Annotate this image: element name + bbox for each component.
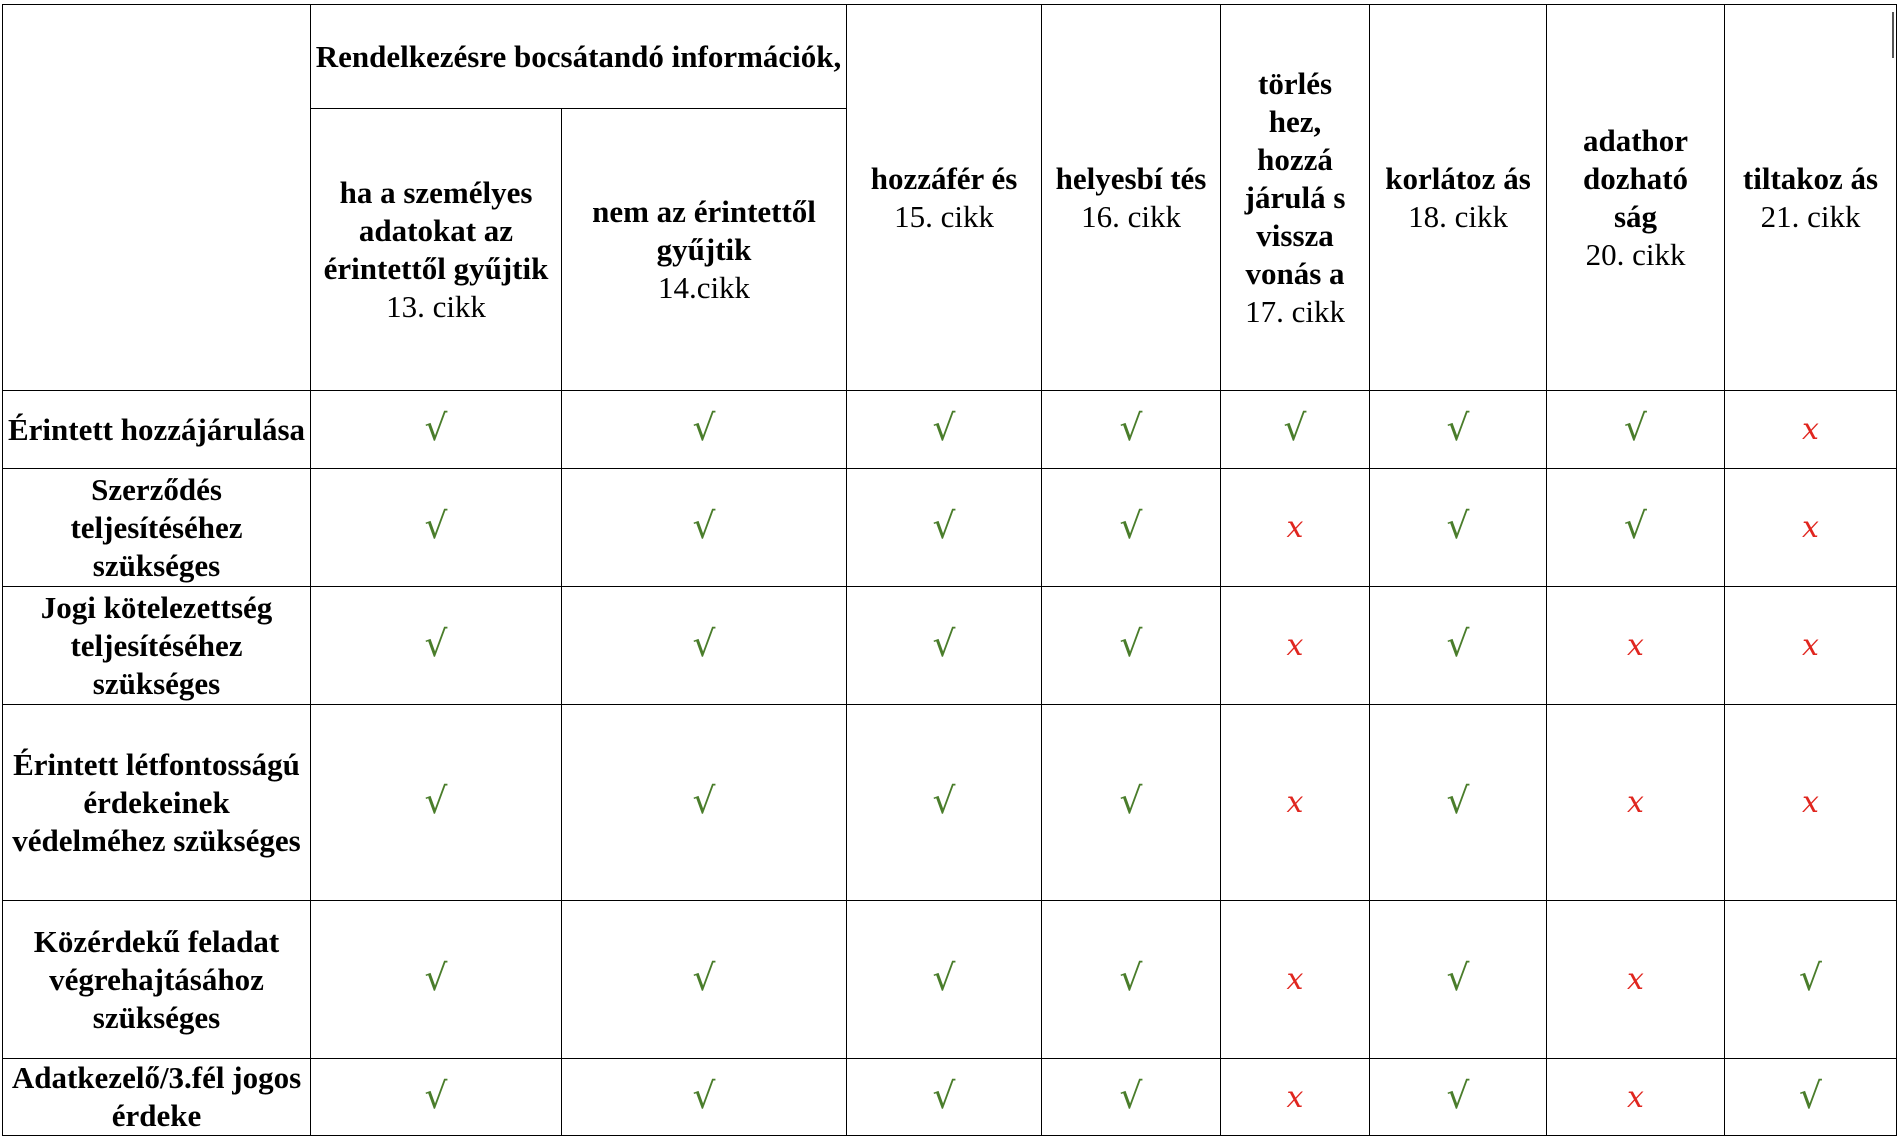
row-label: Érintett létfontosságú érdekeinek védelméhez szükséges — [3, 705, 311, 901]
table-cell — [1370, 705, 1547, 901]
table-cell — [1042, 469, 1221, 587]
col-header-objection — [1725, 5, 1897, 391]
col-title: tiltakoz ás — [1742, 160, 1879, 196]
col-header-not-from-subject — [562, 109, 847, 391]
checkmark-icon: √ — [1446, 781, 1470, 822]
table-cell — [1547, 705, 1725, 901]
checkmark-icon: √ — [932, 408, 956, 449]
table-cell — [1725, 587, 1897, 705]
col-title: nem az érintettől gyűjtik — [592, 193, 816, 267]
table-cell — [1370, 1059, 1547, 1136]
table-cell — [311, 587, 562, 705]
info-group-title: Rendelkezésre bocsátandó információk, — [315, 38, 842, 74]
row-label: Jogi kötelezettség teljesítéséhez szükséges — [3, 587, 311, 705]
table-cell — [1042, 587, 1221, 705]
table-cell — [1221, 705, 1370, 901]
col-header-access — [847, 5, 1042, 391]
checkmark-icon: √ — [1119, 781, 1143, 822]
table-cell — [1725, 901, 1897, 1059]
table-cell — [1042, 1059, 1221, 1136]
col-header-restriction — [1370, 5, 1547, 391]
col-title: adathor dozható ság — [1582, 122, 1689, 234]
table-row — [3, 901, 1897, 1059]
col-ref: 18. cikk — [1408, 198, 1508, 234]
table-row — [3, 1059, 1897, 1136]
checkmark-icon: √ — [1624, 408, 1647, 449]
col-header-portability — [1547, 5, 1725, 391]
checkmark-icon: √ — [424, 781, 448, 822]
table-cell — [311, 901, 562, 1059]
checkmark-icon: √ — [932, 506, 956, 547]
info-group-header — [311, 5, 847, 109]
table-cell — [1725, 469, 1897, 587]
table-body — [3, 391, 1897, 1136]
table-cell — [1042, 901, 1221, 1059]
checkmark-icon: √ — [692, 408, 716, 449]
table-row — [3, 391, 1897, 469]
col-ref: 21. cikk — [1760, 198, 1861, 234]
checkmark-icon: √ — [1446, 958, 1470, 999]
cross-icon: x — [1802, 785, 1819, 820]
cross-icon: x — [1286, 1079, 1304, 1115]
checkmark-icon: √ — [1446, 408, 1470, 449]
table-cell — [1042, 391, 1221, 469]
checkmark-icon: √ — [1446, 624, 1470, 665]
checkmark-icon: √ — [1624, 506, 1647, 547]
table-cell — [1370, 901, 1547, 1059]
table-cell — [311, 1059, 562, 1136]
table-cell — [847, 469, 1042, 587]
table-cell — [1725, 1059, 1897, 1136]
table-cell — [1221, 587, 1370, 705]
table-row — [3, 469, 1897, 587]
checkmark-icon: √ — [1799, 958, 1822, 999]
table-cell — [562, 391, 847, 469]
checkmark-icon: √ — [1119, 506, 1143, 547]
checkmark-icon: √ — [424, 408, 448, 449]
table-cell — [1725, 705, 1897, 901]
col-ref: 17. cikk — [1245, 293, 1345, 329]
table-cell — [1221, 1059, 1370, 1136]
row-label: Érintett hozzájárulása — [3, 391, 311, 469]
table-cell — [1547, 391, 1725, 469]
checkmark-icon: √ — [932, 781, 956, 822]
table-cell — [1221, 391, 1370, 469]
table-cell — [562, 1059, 847, 1136]
checkmark-icon: √ — [1119, 1075, 1143, 1117]
table-cell — [562, 705, 847, 901]
table-cell — [1370, 587, 1547, 705]
checkmark-icon: √ — [424, 506, 448, 547]
gdpr-rights-table — [2, 4, 1897, 1136]
checkmark-icon: √ — [692, 781, 716, 822]
table-cell — [1042, 705, 1221, 901]
cross-icon: x — [1627, 1079, 1644, 1115]
checkmark-icon: √ — [424, 958, 448, 999]
table-cell — [562, 469, 847, 587]
checkmark-icon: √ — [424, 1075, 448, 1117]
checkmark-icon: √ — [932, 958, 956, 999]
table-cell — [562, 587, 847, 705]
edge-marker — [1892, 12, 1894, 58]
cross-icon: x — [1802, 510, 1819, 545]
cross-icon: x — [1802, 628, 1819, 663]
corner-cell — [3, 5, 311, 391]
table-cell — [311, 705, 562, 901]
checkmark-icon: √ — [1446, 1075, 1470, 1117]
checkmark-icon: √ — [1119, 408, 1143, 449]
checkmark-icon: √ — [1119, 958, 1143, 999]
table-cell — [1221, 901, 1370, 1059]
table-cell — [1221, 469, 1370, 587]
table-cell — [847, 705, 1042, 901]
col-title: törlés hez, hozzá járulá s vissza vonás a — [1244, 65, 1346, 291]
checkmark-icon: √ — [424, 624, 448, 665]
col-ref: 20. cikk — [1585, 236, 1686, 272]
col-title: helyesbí tés — [1055, 160, 1207, 196]
table-cell — [1547, 469, 1725, 587]
col-header-collected-from-subject — [311, 109, 562, 391]
cross-icon: x — [1286, 628, 1304, 663]
table-cell — [311, 391, 562, 469]
checkmark-icon: √ — [1799, 1075, 1822, 1117]
cross-icon: x — [1627, 962, 1644, 997]
col-title: ha a személyes adatokat az érintettől gyűjtik — [323, 174, 549, 286]
table-cell — [847, 901, 1042, 1059]
table-cell — [1547, 901, 1725, 1059]
checkmark-icon: √ — [1283, 408, 1307, 449]
cross-icon: x — [1627, 628, 1644, 663]
table-cell — [1725, 391, 1897, 469]
table-row — [3, 587, 1897, 705]
table-cell — [1370, 391, 1547, 469]
cross-icon: x — [1802, 412, 1819, 447]
table-cell — [847, 1059, 1042, 1136]
col-header-erasure — [1221, 5, 1370, 391]
table-row — [3, 705, 1897, 901]
table-cell — [1547, 587, 1725, 705]
cross-icon: x — [1627, 785, 1644, 820]
cross-icon: x — [1286, 785, 1304, 820]
col-title: hozzáfér és — [870, 160, 1018, 196]
col-header-rectification — [1042, 5, 1221, 391]
col-ref: 16. cikk — [1081, 198, 1181, 234]
col-title: korlátoz ás — [1385, 160, 1531, 196]
col-ref: 15. cikk — [894, 198, 994, 234]
table-cell — [847, 587, 1042, 705]
checkmark-icon: √ — [932, 624, 956, 665]
table-cell — [847, 391, 1042, 469]
col-ref: 14.cikk — [657, 269, 751, 305]
table-cell — [311, 469, 562, 587]
checkmark-icon: √ — [692, 506, 716, 547]
checkmark-icon: √ — [692, 624, 716, 665]
checkmark-icon: √ — [1446, 506, 1470, 547]
cross-icon: x — [1286, 962, 1304, 997]
table-cell — [1370, 469, 1547, 587]
checkmark-icon: √ — [692, 1075, 716, 1117]
checkmark-icon: √ — [692, 958, 716, 999]
cross-icon: x — [1286, 510, 1304, 545]
table-cell — [1547, 1059, 1725, 1136]
checkmark-icon: √ — [932, 1075, 956, 1117]
checkmark-icon: √ — [1119, 624, 1143, 665]
row-label: Adatkezelő/3.fél jogos érdeke — [3, 1059, 311, 1136]
row-label: Közérdekű feladat végrehajtásához szükséges — [3, 901, 311, 1059]
row-label: Szerződés teljesítéséhez szükséges — [3, 469, 311, 587]
table-cell — [562, 901, 847, 1059]
col-ref: 13. cikk — [386, 288, 486, 324]
